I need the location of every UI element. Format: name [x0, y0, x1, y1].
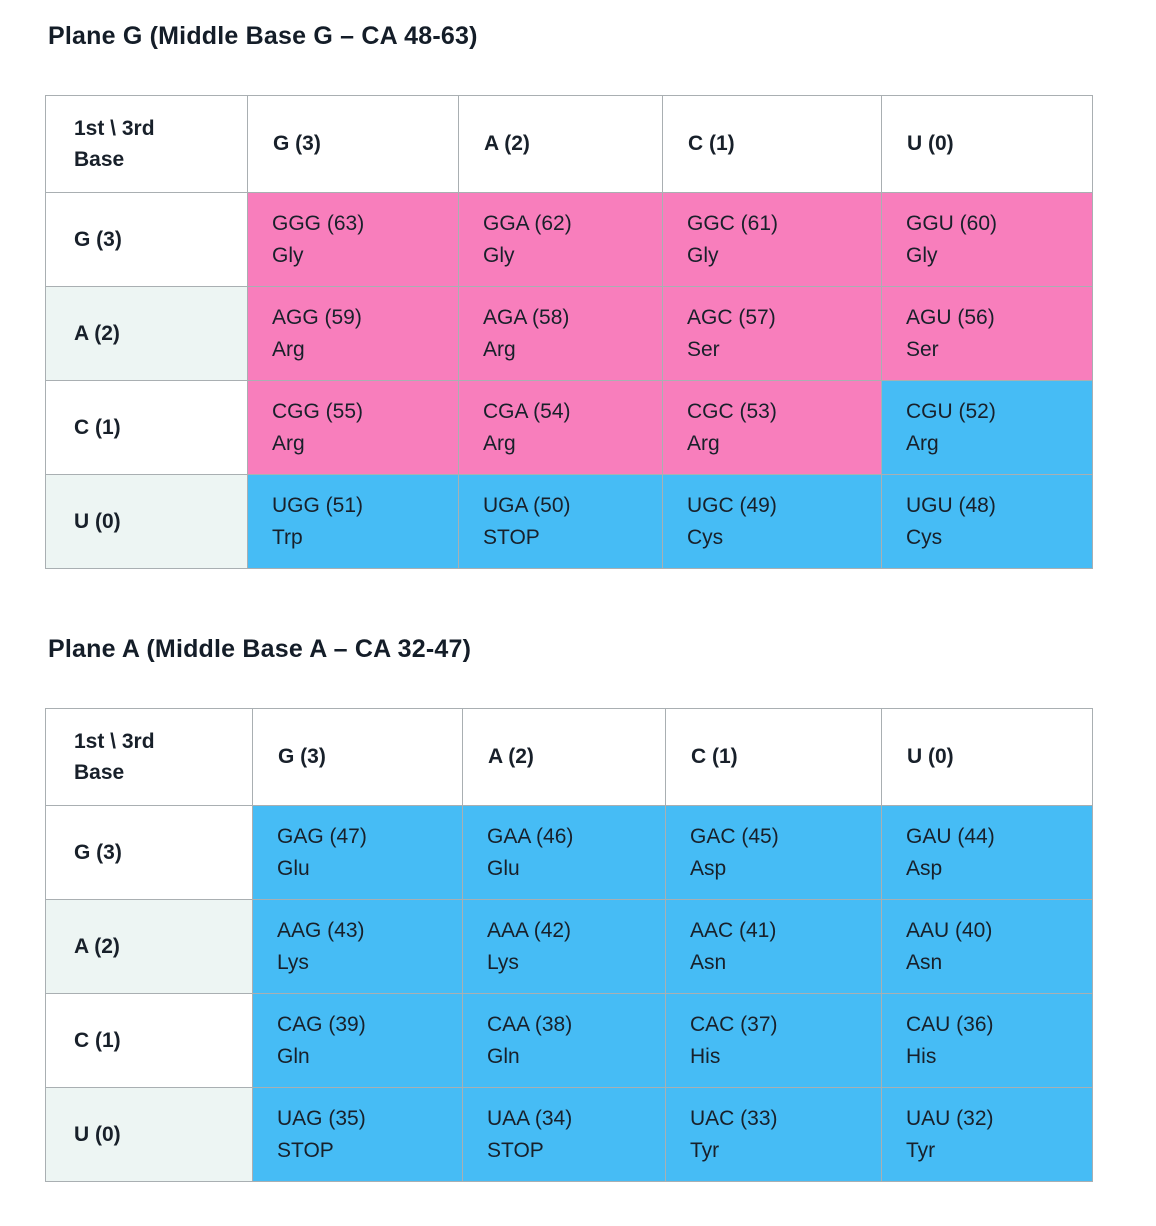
codon-cell — [663, 381, 882, 475]
plane-a-table — [45, 708, 1093, 1182]
codon-cell — [463, 900, 666, 994]
header-row — [46, 709, 1093, 806]
row-header-c: C (1) — [46, 994, 253, 1088]
codon-label: CGG (55) — [272, 399, 364, 423]
amino-acid-label: Arg — [272, 337, 305, 361]
codon-cell — [253, 806, 463, 900]
codon-label: CAU (36) — [906, 1012, 994, 1036]
codon-label: GGU (60) — [906, 211, 998, 235]
codon-cell — [666, 806, 882, 900]
table-row — [46, 287, 1093, 381]
codon-label: UGA (50) — [483, 493, 571, 517]
codon-cell — [459, 287, 663, 381]
codon-label: UAG (35) — [277, 1106, 366, 1130]
amino-acid-label: STOP — [487, 1138, 544, 1162]
codon-cell — [463, 1088, 666, 1182]
amino-acid-label: Tyr — [690, 1138, 720, 1162]
codon-label: UGU (48) — [906, 493, 996, 517]
row-header-a: A (2) — [46, 900, 253, 994]
table-row — [46, 900, 1093, 994]
codon-cell — [882, 994, 1093, 1088]
codon-label: AGA (58) — [483, 305, 570, 329]
row-header-u: U (0) — [46, 475, 248, 569]
codon-cell — [253, 1088, 463, 1182]
table-row — [46, 1088, 1093, 1182]
codon-label: AAA (42) — [487, 918, 572, 942]
corner-header-label: 1st \ 3rd Base — [74, 730, 155, 784]
plane-g-section — [45, 22, 1156, 569]
codon-label: CGU (52) — [906, 399, 996, 423]
codon-cell — [882, 1088, 1093, 1182]
codon-label: UGC (49) — [687, 493, 777, 517]
codon-label: CAA (38) — [487, 1012, 573, 1036]
table-row — [46, 475, 1093, 569]
codon-label: UAC (33) — [690, 1106, 778, 1130]
codon-cell — [663, 193, 882, 287]
table-row — [46, 381, 1093, 475]
row-header-g: G (3) — [46, 193, 248, 287]
codon-cell — [463, 994, 666, 1088]
amino-acid-label: Asp — [906, 856, 943, 880]
row-header-a: A (2) — [46, 287, 248, 381]
row-header-u: U (0) — [46, 1088, 253, 1182]
amino-acid-label: Cys — [687, 525, 724, 549]
codon-cell — [459, 193, 663, 287]
table-row — [46, 994, 1093, 1088]
amino-acid-label: Glu — [277, 856, 310, 880]
codon-label: CGC (53) — [687, 399, 777, 423]
plane-a-title: Plane A (Middle Base A – CA 32-47) — [48, 635, 472, 663]
amino-acid-label: Asn — [906, 950, 943, 974]
codon-label: GGA (62) — [483, 211, 572, 235]
corner-header — [46, 709, 253, 806]
amino-acid-label: Ser — [906, 337, 939, 361]
plane-a-section — [45, 635, 1156, 1182]
codon-cell — [459, 475, 663, 569]
amino-acid-label: Gln — [487, 1044, 520, 1068]
codon-label: GGC (61) — [687, 211, 779, 235]
codon-cell — [882, 475, 1093, 569]
codon-label: GAG (47) — [277, 824, 367, 848]
codon-label: AAC (41) — [690, 918, 777, 942]
table-row — [46, 193, 1093, 287]
amino-acid-label: Arg — [687, 431, 720, 455]
codon-cell — [248, 381, 459, 475]
amino-acid-label: Arg — [906, 431, 939, 455]
amino-acid-label: Arg — [483, 337, 516, 361]
codon-label: GAA (46) — [487, 824, 574, 848]
codon-label: UAU (32) — [906, 1106, 994, 1130]
col-header-u: U (0) — [882, 96, 1093, 193]
amino-acid-label: Lys — [487, 950, 519, 974]
codon-label: CAG (39) — [277, 1012, 366, 1036]
col-header-a: A (2) — [459, 96, 663, 193]
codon-cell — [463, 806, 666, 900]
amino-acid-label: Gly — [272, 243, 304, 267]
amino-acid-label: Glu — [487, 856, 520, 880]
codon-cell — [248, 193, 459, 287]
col-header-c: C (1) — [666, 709, 882, 806]
amino-acid-label: Lys — [277, 950, 309, 974]
plane-g-table — [45, 95, 1093, 569]
col-header-u: U (0) — [882, 709, 1093, 806]
amino-acid-label: Cys — [906, 525, 943, 549]
codon-label: AGC (57) — [687, 305, 776, 329]
codon-cell — [882, 900, 1093, 994]
amino-acid-label: Gly — [687, 243, 719, 267]
amino-acid-label: Arg — [272, 431, 305, 455]
amino-acid-label: His — [690, 1044, 721, 1068]
amino-acid-label: Arg — [483, 431, 516, 455]
plane-g-title: Plane G (Middle Base G – CA 48-63) — [48, 22, 478, 50]
codon-label: UGG (51) — [272, 493, 364, 517]
row-header-g: G (3) — [46, 806, 253, 900]
codon-cell — [248, 287, 459, 381]
row-header-c: C (1) — [46, 381, 248, 475]
codon-cell — [882, 193, 1093, 287]
amino-acid-label: Gln — [277, 1044, 310, 1068]
codon-cell — [663, 475, 882, 569]
codon-label: CGA (54) — [483, 399, 571, 423]
amino-acid-label: Trp — [272, 525, 303, 549]
codon-label: GAC (45) — [690, 824, 779, 848]
col-header-g: G (3) — [248, 96, 459, 193]
amino-acid-label: STOP — [483, 525, 540, 549]
codon-cell — [882, 287, 1093, 381]
amino-acid-label: Gly — [906, 243, 938, 267]
amino-acid-label: His — [906, 1044, 937, 1068]
col-header-c: C (1) — [663, 96, 882, 193]
codon-label: AAG (43) — [277, 918, 365, 942]
amino-acid-label: STOP — [277, 1138, 334, 1162]
codon-cell — [882, 806, 1093, 900]
corner-header — [46, 96, 248, 193]
codon-cell — [666, 900, 882, 994]
codon-cell — [663, 287, 882, 381]
amino-acid-label: Gly — [483, 243, 515, 267]
codon-cell — [459, 381, 663, 475]
codon-label: CAC (37) — [690, 1012, 778, 1036]
amino-acid-label: Ser — [687, 337, 720, 361]
amino-acid-label: Asn — [690, 950, 727, 974]
codon-cell — [666, 994, 882, 1088]
codon-cell — [253, 900, 463, 994]
corner-header-label: 1st \ 3rd Base — [74, 117, 155, 171]
codon-cell — [666, 1088, 882, 1182]
codon-cell — [248, 475, 459, 569]
table-row — [46, 806, 1093, 900]
col-header-a: A (2) — [463, 709, 666, 806]
amino-acid-label: Tyr — [906, 1138, 936, 1162]
codon-cell — [882, 381, 1093, 475]
col-header-g: G (3) — [253, 709, 463, 806]
amino-acid-label: Asp — [690, 856, 727, 880]
codon-cell — [253, 994, 463, 1088]
codon-label: GGG (63) — [272, 211, 365, 235]
codon-label: AGG (59) — [272, 305, 362, 329]
codon-label: UAA (34) — [487, 1106, 573, 1130]
codon-label: AAU (40) — [906, 918, 993, 942]
codon-label: AGU (56) — [906, 305, 995, 329]
codon-label: GAU (44) — [906, 824, 995, 848]
header-row — [46, 96, 1093, 193]
